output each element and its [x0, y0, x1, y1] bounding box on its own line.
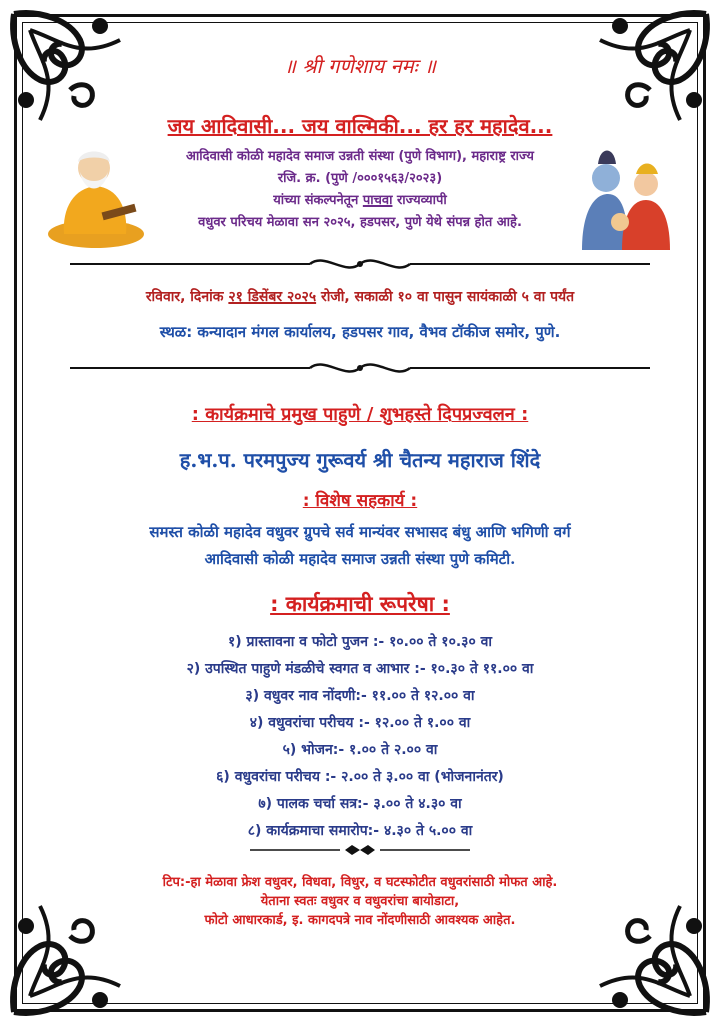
note-line-1: टिप:-हा मेळावा फ्रेश वधुवर, विधवा, विधुर, व घटस्फोटीत वधुवरांसाठी मोफत आहे.: [162, 875, 558, 890]
schedule-item: ५) भोजन:- १.०० ते २.०० वा: [282, 742, 438, 758]
small-divider-icon: [250, 844, 470, 856]
concept-highlight: पाचवा: [362, 193, 393, 208]
cooperation-line-2: आदिवासी कोळी महादेव समाज उन्नती संस्था पुणे कमिटी.: [204, 550, 516, 568]
cooperation-line-1: समस्त कोळी महादेव वधुवर ग्रुपचे सर्व मान्यंवर सभासद बंधु आणि भगिणी वर्ग: [149, 523, 571, 541]
slogan: जय आदिवासी... जय वाल्मिकी... हर हर महादेव...: [167, 114, 553, 138]
event-announcement: वधुवर परिचय मेळावा सन २०२५, हडपसर, पुणे येथे संपन्न होत आहे.: [198, 215, 522, 230]
note-line-2: येताना स्वतः वधुवर व वधुवरांचा बायोडाटा,: [260, 894, 460, 909]
chief-guest-heading: : कार्यक्रमाचे प्रमुख पाहुणे / शुभहस्ते दिपप्रज्वलन :: [191, 404, 529, 425]
ornamental-divider-icon: [60, 254, 660, 274]
schedule-item: ७) पालक चर्चा सत्र:- ३.०० ते ४.३० वा: [258, 796, 462, 812]
schedule-item: ३) वधुवर नाव नोंदणी:- ११.०० ते १२.०० वा: [245, 688, 475, 704]
date-pre: रविवार, दिनांक: [145, 289, 229, 305]
registration-number: रजि. क्र. (पुणे /०००१५६३/२०२३): [277, 171, 443, 186]
date-highlight: २१ डिसेंबर २०२५: [228, 289, 317, 305]
concept-pre: यांच्या संकल्पनेतून: [273, 193, 363, 208]
schedule-item: १) प्रास्तावना व फोटो पुजन :- १०.०० ते १०.३० वा: [227, 634, 493, 650]
date-post: रोजी, सकाळी १० वा पासुन सायंकाळी ५ वा पर्यंत: [316, 289, 575, 305]
schedule-heading: : कार्यक्रमाची रूपरेषा :: [270, 592, 450, 616]
event-venue: स्थळ: कन्यादान मंगल कार्यालय, हडपसर गाव, वैभव टॉकीज समोर, पुणे.: [159, 323, 561, 341]
organization-name: आदिवासी कोळी महादेव समाज उन्नती संस्था (पुणे विभाग), महाराष्ट्र राज्य: [186, 149, 534, 164]
invocation-text: ॥ श्री गणेशाय नमः ॥: [284, 54, 436, 78]
schedule-item: २) उपस्थित पाहुणे मंडळीचे स्वगत व आभार :- १०.३० ते ११.०० वा: [186, 661, 534, 677]
note-line-3: फोटो आधारकार्ड, इ. कागदपत्रे नाव नोंदणीसाठी आवश्यक आहेत.: [204, 913, 516, 928]
chief-guest-name: ह.भ.प. परमपुज्य गुरूवर्य श्री चैतन्य महाराज शिंदे: [179, 448, 541, 472]
schedule-item: ४) वधुवरांचा परीचय :- १२.०० ते १.०० वा: [249, 715, 471, 731]
schedule-item: ८) कार्यक्रमाचा समारोप:- ४.३० ते ५.०० वा: [247, 823, 473, 839]
schedule-item: ६) वधुवरांचा परीचय :- २.०० ते ३.०० वा (भोजनानंतर): [216, 769, 504, 785]
cooperation-heading: : विशेष सहकार्य :: [302, 491, 418, 511]
concept-line: [0, 190, 720, 208]
concept-post: राज्यव्यापी: [392, 193, 447, 208]
ornamental-divider-icon: [60, 358, 660, 378]
event-date-time: [0, 287, 720, 306]
